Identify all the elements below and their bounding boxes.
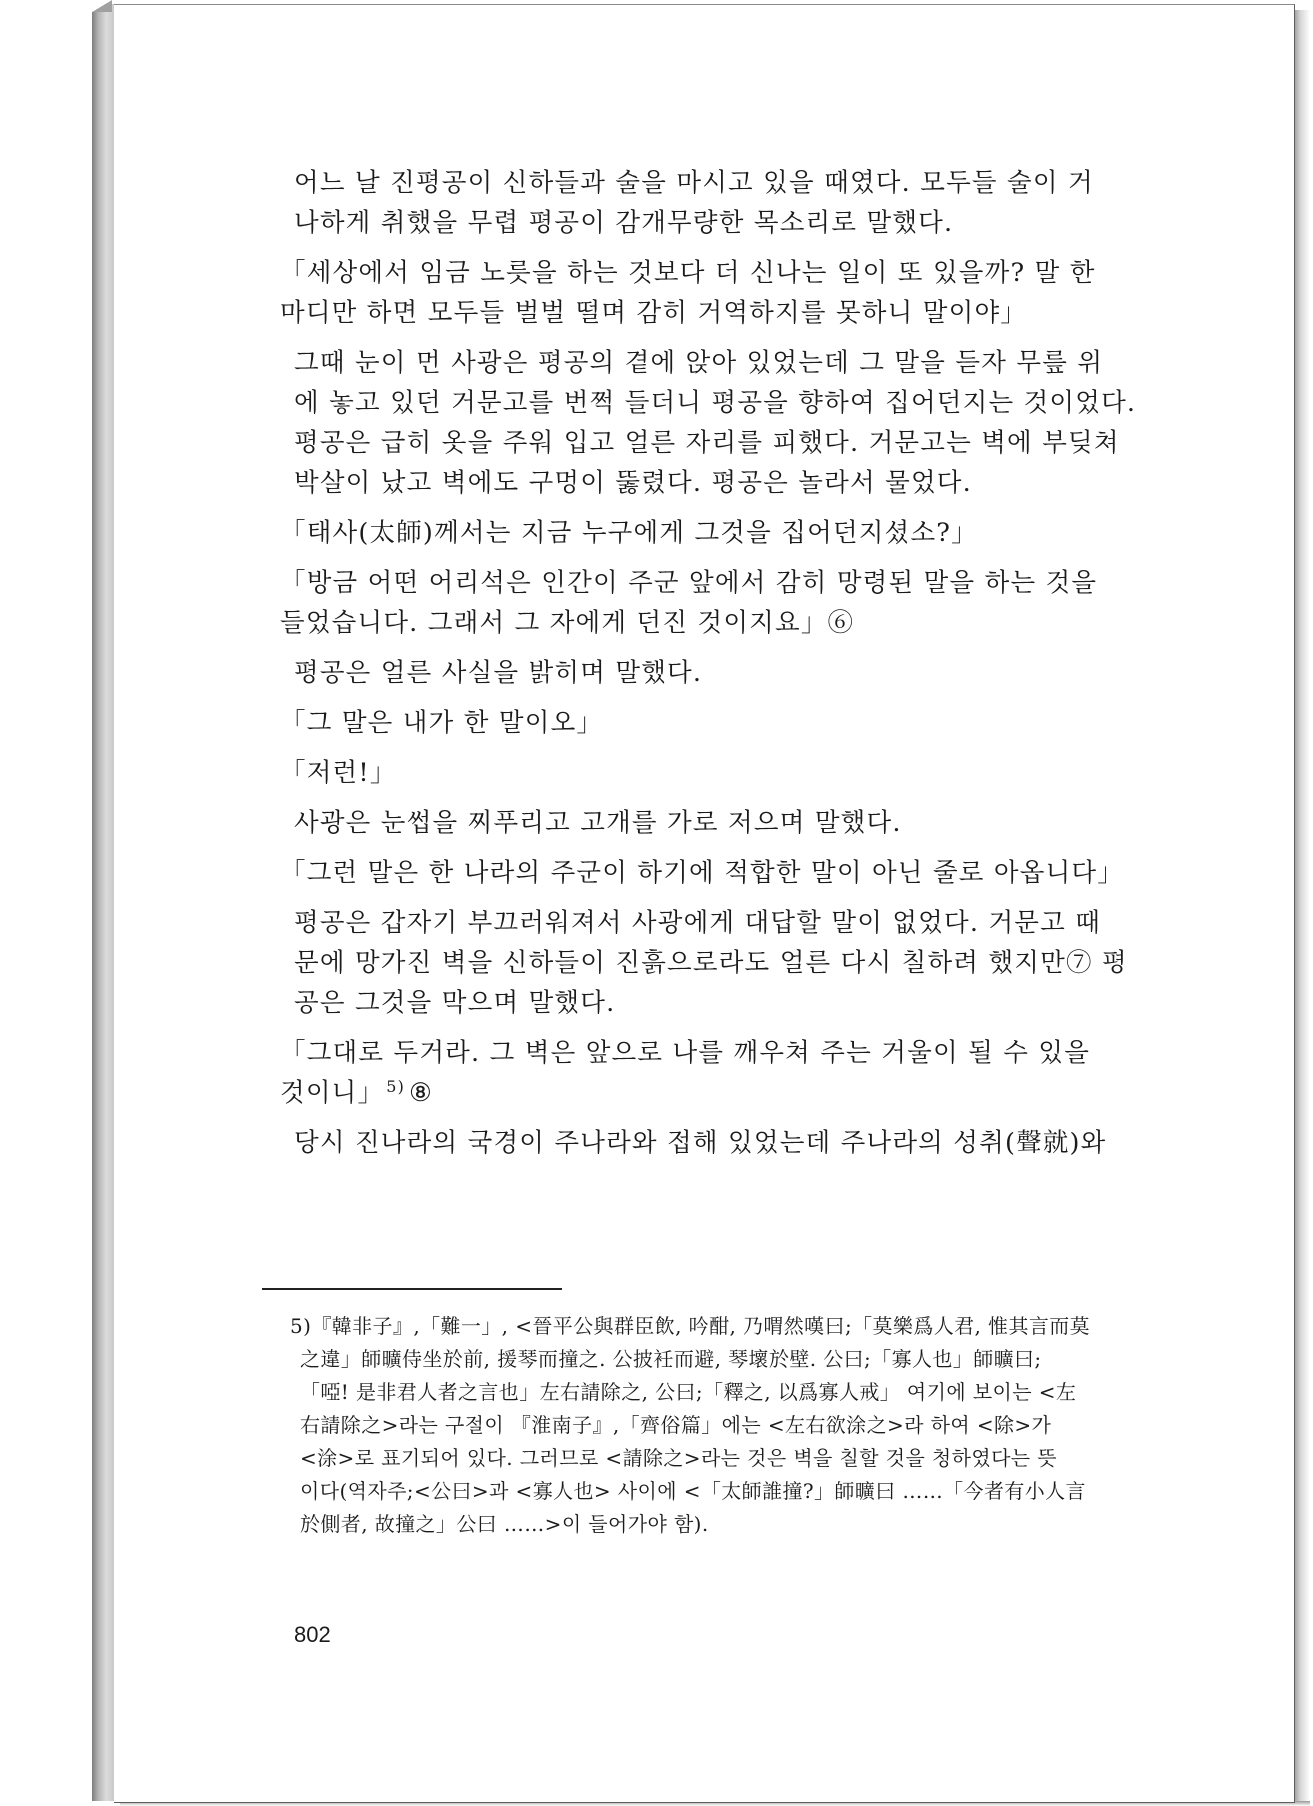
page-number: 802 [294, 1622, 331, 1647]
footnote-line: 右請除之>라는 구절이 『淮南子』,「齊俗篇」에는 <左右欲涂之>라 하여 <除>가 [300, 1413, 1052, 1437]
text-line: 문에 망가진 벽을 신하들이 진흙으로라도 얼른 다시 칠하려 했지만⑦ 평 [294, 948, 1128, 978]
footnote-reference: 5) [386, 1076, 406, 1096]
text-line: 평공은 갑자기 부끄러워져서 사광에게 대답할 말이 없었다. 거문고 때 [294, 908, 1102, 938]
text-line: 평공은 얼른 사실을 밝히며 말했다. [294, 658, 703, 688]
text-line: 「방금 어떤 어리석은 인간이 주군 앞에서 감히 망령된 말을 하는 것을 [280, 568, 1098, 598]
text-line: 에 놓고 있던 거문고를 번쩍 들더니 평공을 향하여 집어던지는 것이었다. [294, 388, 1137, 418]
text-line: 「태사(太師)께서는 지금 누구에게 그것을 집어던지셨소?」 [280, 518, 978, 548]
footnote-line: 之違」師曠侍坐於前, 援琴而撞之. 公披衽而避, 琴壞於壁. 公曰;「寡人也」師曠曰; [300, 1347, 1042, 1371]
footnote-divider [262, 1288, 562, 1290]
text-line: 「저런!」 [280, 758, 397, 788]
text-line: 마디만 하면 모두들 벌벌 떨며 감히 거역하지를 못하니 말이야」 [280, 298, 1027, 328]
dialogue-paragraph [262, 703, 1182, 743]
narrative-paragraph [262, 163, 1182, 243]
footnote-line: <涂>로 표기되어 있다. 그러므로 <請除之>라는 것은 벽을 칠할 것을 청하였다는 뜻 [300, 1446, 1058, 1470]
narrative-paragraph [262, 1123, 1182, 1163]
text-line: 평공은 급히 옷을 주워 입고 얼른 자리를 피했다. 거문고는 벽에 부딪쳐 [294, 428, 1120, 458]
text-line: 그때 눈이 먼 사광은 평공의 곁에 앉아 있었는데 그 말을 듣자 무릎 위 [294, 348, 1104, 378]
text-line: 나하게 취했을 무렵 평공이 감개무량한 목소리로 말했다. [294, 208, 954, 238]
dialogue-paragraph [262, 853, 1182, 893]
footnote-line: 이다(역자주;<公曰>과 <寡人也> 사이에 <「太師誰撞?」師曠曰 ……「今者有小人言 [300, 1479, 1086, 1503]
book-spine-cap [92, 0, 112, 12]
dialogue-paragraph [262, 253, 1182, 333]
note-marker: ⑧ [409, 1078, 434, 1108]
text-line: 「세상에서 임금 노릇을 하는 것보다 더 신나는 일이 또 있을까? 말 한 [280, 258, 1096, 288]
page-edge-shadow [1294, 10, 1310, 1806]
text-line: 어느 날 진평공이 신하들과 술을 마시고 있을 때였다. 모두들 술이 거 [294, 168, 1094, 198]
text-line: 「그대로 두거라. 그 벽은 앞으로 나를 깨우쳐 주는 거울이 될 수 있을 [280, 1038, 1091, 1068]
footnote [290, 1310, 1190, 1541]
book-spine [92, 4, 114, 1801]
footnote-line: 「啞! 是非君人者之言也」左右請除之, 公曰;「釋之, 以爲寡人戒」 여기에 보이는 <左 [300, 1380, 1077, 1404]
text-line: 「그 말은 내가 한 말이오」 [280, 708, 604, 738]
dialogue-paragraph [262, 1033, 1182, 1113]
dialogue-paragraph [262, 753, 1182, 793]
dialogue-paragraph [262, 563, 1182, 643]
dialogue-paragraph [262, 513, 1182, 553]
main-body-text [262, 163, 1182, 1163]
text-line: 들었습니다. 그래서 그 자에게 던진 것이지요」⑥ [280, 608, 855, 638]
text-line: 공은 그것을 막으며 말했다. [294, 988, 616, 1018]
narrative-paragraph [262, 653, 1182, 693]
footnote-line: 於側者, 故撞之」公曰 ……>이 들어가야 함). [300, 1512, 709, 1536]
text-line: 박살이 났고 벽에도 구멍이 뚫렸다. 평공은 놀라서 물었다. [294, 468, 972, 498]
text-line: 것이니」 $^{5)}$ ⑧ [280, 1076, 434, 1108]
narrative-paragraph [262, 343, 1182, 503]
text-line: 사광은 눈썹을 찌푸리고 고개를 가로 저으며 말했다. [294, 808, 902, 838]
narrative-paragraph [262, 903, 1182, 1023]
footnote-line: 5)『韓非子』,「難一」, <晉平公與群臣飲, 吟酣, 乃喟然嘆曰;「莫樂爲人君, 惟其言而莫 [290, 1314, 1091, 1338]
text-line: 당시 진나라의 국경이 주나라와 접해 있었는데 주나라의 성취(聲就)와 [294, 1128, 1107, 1158]
narrative-paragraph [262, 803, 1182, 843]
text-line: 「그런 말은 한 나라의 주군이 하기에 적합한 말이 아닌 줄로 아옵니다」 [280, 858, 1124, 888]
